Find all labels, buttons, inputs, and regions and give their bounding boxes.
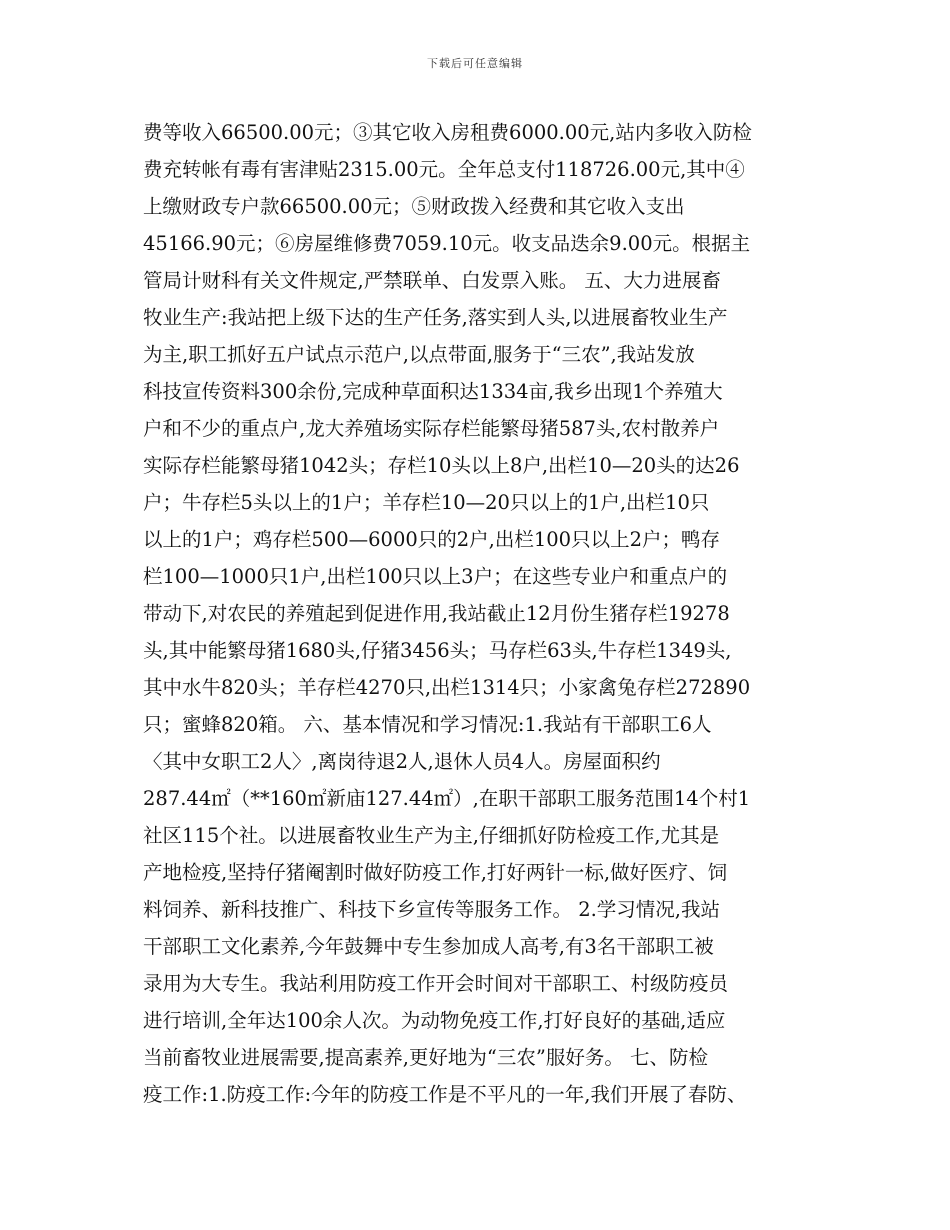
- text-line: 户；牛存栏5头以上的1户；羊存栏10—20只以上的1户,出栏10只: [143, 491, 710, 514]
- text-line: 287.44㎡（**160㎡新庙127.44㎡）,在职干部职工服务范围14个村1: [143, 787, 751, 810]
- text-line: 录用为大专生。我站利用防疫工作开会时间对干部职工、村级防疫员: [143, 972, 729, 995]
- text-line: 〈其中女职工2人〉,离岗待退2人,退休人员4人。房屋面积约: [143, 750, 661, 773]
- text-line: 上缴财政专户款66500.00元；⑤财政拨入经费和其它收入支出: [143, 195, 685, 218]
- text-line: 费等收入66500.00元；③其它收入房租费6000.00元,站内多收入防检: [143, 121, 752, 144]
- text-line: 料饲养、新科技推广、科技下乡宣传等服务工作。 2.学习情况,我站: [143, 898, 721, 921]
- text-line: 当前畜牧业进展需要,提高素养,更好地为“三农”服好务。 七、防检: [143, 1046, 709, 1069]
- text-line: 科技宣传资料300余份,完成种草面积达1334亩,我乡出现1个养殖大: [143, 380, 723, 403]
- text-line: 牧业生产:我站把上级下达的生产任务,落实到人头,以进展畜牧业生产: [143, 306, 728, 329]
- text-line: 户和不少的重点户,龙大养殖场实际存栏能繁母猪587头,农村散养户: [143, 417, 720, 440]
- text-line: 进行培训,全年达100余人次。为动物免疫工作,打好良好的基础,适应: [143, 1009, 726, 1032]
- text-line: 干部职工文化素养,今年鼓舞中专生参加成人高考,有3名干部职工被: [143, 935, 714, 958]
- text-line: 栏100—1000只1户,出栏100只以上3户；在这些专业户和重点户的: [143, 565, 728, 588]
- text-line: 头,其中能繁母猪1680头,仔猪3456头；马存栏63头,牛存栏1349头,: [143, 639, 732, 662]
- text-line: 费充转帐有毒有害津贴2315.00元。全年总支付118726.00元,其中④: [143, 158, 745, 181]
- text-line: 以上的1户；鸡存栏500—6000只的2户,出栏100只以上2户；鸭存: [143, 528, 720, 551]
- text-line: 带动下,对农民的养殖起到促进作用,我站截止12月份生猪存栏19278: [143, 602, 730, 625]
- text-line: 其中水牛820头；羊存栏4270只,出栏1314只；小家禽兔存栏272890: [143, 676, 751, 699]
- header-note: 下载后可任意编辑: [427, 57, 523, 70]
- text-line: 社区115个社。以进展畜牧业生产为主,仔细抓好防检疫工作,尤其是: [143, 824, 720, 847]
- text-line: 为主,职工抓好五户试点示范户,以点带面,服务于“三农”,我站发放: [143, 343, 695, 366]
- text-line: 只；蜜蜂820箱。 六、基本情况和学习情况:1.我站有干部职工6人: [143, 713, 712, 736]
- text-line: 45166.90元；⑥房屋维修费7059.10元。收支品迭余9.00元。根据主: [143, 232, 751, 255]
- text-line: 疫工作:1.防疫工作:今年的防疫工作是不平凡的一年,我们开展了春防、: [143, 1083, 747, 1106]
- text-line: 产地检疫,坚持仔猪阉割时做好防疫工作,打好两针一标,做好医疗、饲: [143, 861, 728, 884]
- document-body: [143, 114, 813, 1113]
- text-line: 管局计财科有关文件规定,严禁联单、白发票入账。 五、大力进展畜: [143, 269, 721, 292]
- text-line: 实际存栏能繁母猪1042头；存栏10头以上8户,出栏10—20头的达26: [143, 454, 740, 477]
